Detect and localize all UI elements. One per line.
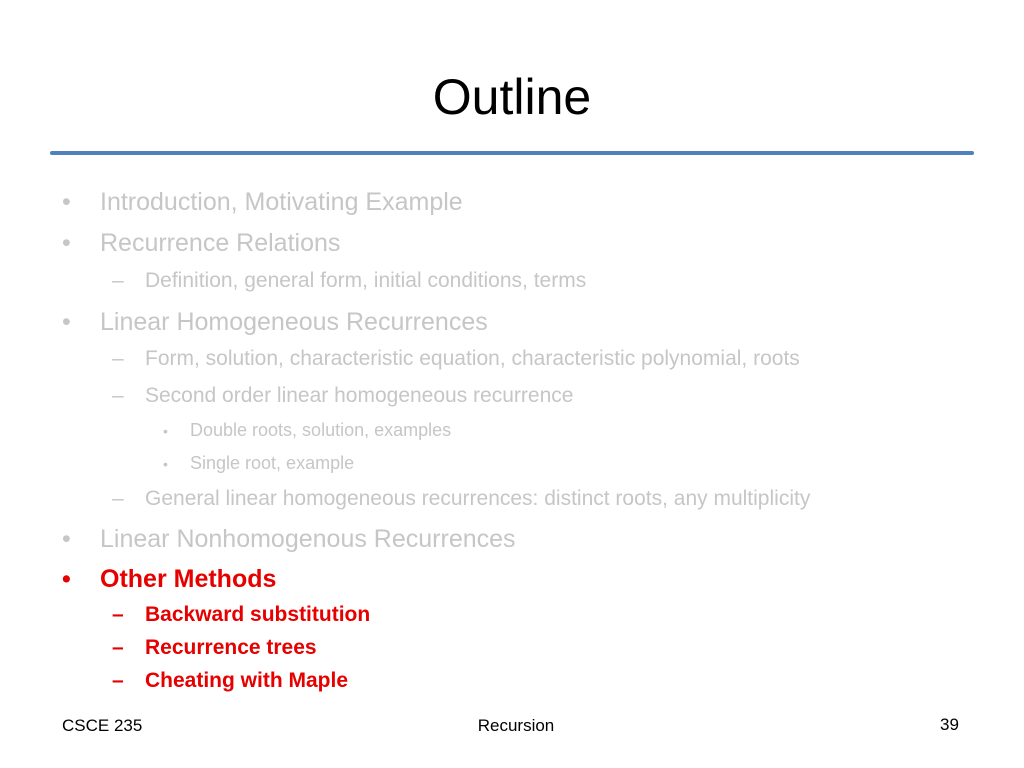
outline-item-level1 [62, 564, 276, 594]
outline-item-text: Linear Nonhomogenous Recurrences [100, 525, 516, 553]
outline-item-level2 [112, 668, 348, 694]
bullet-marker: • [163, 456, 168, 472]
outline-item-level2 [112, 635, 317, 661]
dash-bullet: – [112, 636, 124, 659]
outline-item-level2 [112, 486, 810, 512]
footer-course: CSCE 235 [62, 716, 143, 735]
outline-item-level2 [112, 602, 370, 628]
dash-bullet: – [112, 269, 124, 292]
outline-item-text: Other Methods [100, 565, 277, 593]
outline-item-text: General linear homogeneous recurrences: distinct roots, any multiplicity [145, 487, 811, 510]
bullet-marker: • [62, 229, 71, 257]
outline-item-text: Form, solution, characteristic equation, characteristic polynomial, roots [145, 347, 800, 370]
outline-item-level1 [62, 187, 463, 217]
dash-bullet: – [112, 669, 124, 692]
outline-item-text: Double roots, solution, examples [190, 420, 452, 440]
outline-item-text: Introduction, Motivating Example [100, 188, 463, 216]
bullet-marker: • [62, 188, 71, 216]
bullet-marker: • [62, 308, 71, 336]
outline-item-level2 [112, 383, 573, 409]
outline-item-level2 [112, 346, 800, 372]
outline-item-level3 [163, 452, 354, 475]
bullet-marker: • [62, 525, 71, 553]
outline-item-level2 [112, 268, 586, 294]
bullet-marker: • [62, 565, 71, 593]
outline-item-text: Linear Homogeneous Recurrences [100, 308, 488, 336]
bullet-marker: • [163, 423, 168, 439]
dash-bullet: – [112, 603, 124, 626]
outline-item-text: Single root, example [190, 453, 355, 473]
outline-item-level1 [62, 524, 516, 554]
dash-bullet: – [112, 384, 124, 407]
footer-topic: Recursion [477, 716, 555, 735]
outline-item-level1 [62, 228, 340, 258]
dash-bullet: – [112, 347, 124, 370]
outline-item-level1 [62, 307, 488, 337]
slide-title: Outline [432, 69, 592, 125]
outline-item-text: Second order linear homogeneous recurrence [145, 384, 574, 407]
dash-bullet: – [112, 487, 124, 510]
outline-item-level3 [163, 419, 451, 442]
footer-page-number: 39 [940, 715, 959, 734]
outline-item-text: Cheating with Maple [145, 669, 349, 692]
outline-item-text: Recurrence Relations [100, 229, 341, 257]
outline-item-text: Recurrence trees [145, 636, 317, 659]
outline-item-text: Backward substitution [145, 603, 371, 626]
outline-item-text: Definition, general form, initial conditions, terms [145, 269, 587, 292]
